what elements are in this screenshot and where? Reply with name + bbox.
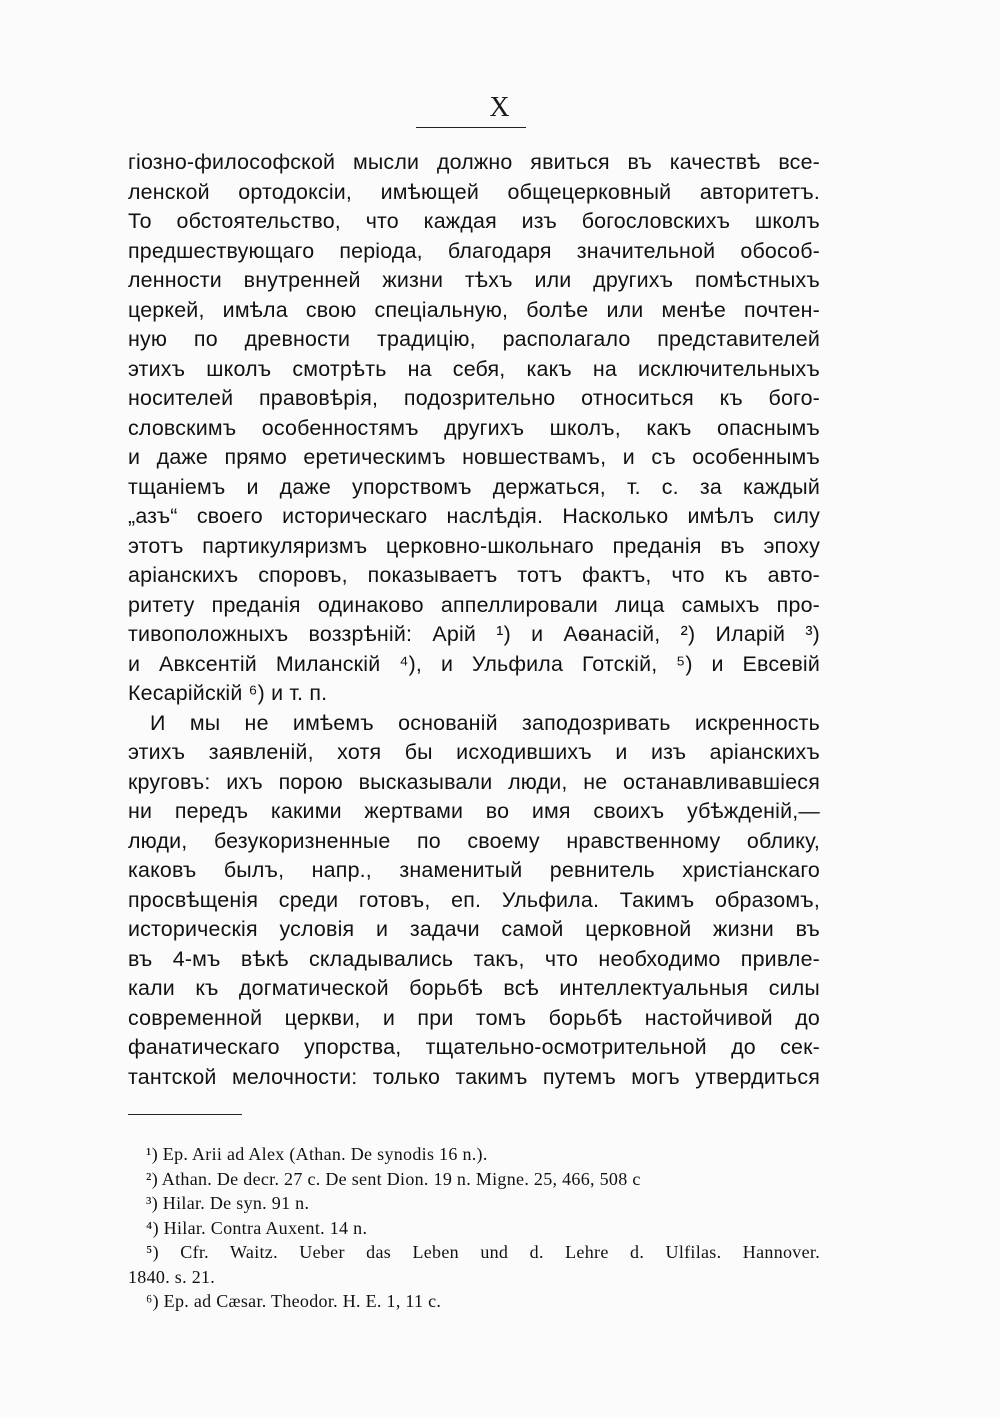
text-line: этихъ школъ смотрѣть на себя, какъ на исключительныхъ	[128, 356, 820, 381]
footnote: ⁵) Cfr. Waitz. Ueber das Leben und d. Lehre d. Ulfilas. Hannover.	[146, 1242, 820, 1262]
text-line: этотъ партикуляризмъ церковно-школьнаго преданія въ эпоху	[128, 533, 820, 558]
text-line: просвѣщенія среди готовъ, еп. Ульфила. Такимъ образомъ,	[128, 887, 820, 912]
text-line: тщаніемъ и даже упорствомъ держаться, т. с. за каждый	[128, 474, 820, 499]
text-line: этихъ заявленій, хотя бы исходившихъ и изъ аріанскихъ	[128, 740, 820, 764]
footnote: ⁴) Hilar. Contra Auxent. 14 n.	[146, 1217, 368, 1238]
text-line: предшествующаго періода, благодаря значительной обособ-	[128, 238, 820, 263]
text-line: кали къ догматической борьбѣ всѣ интеллектуальныя силы	[128, 976, 820, 1000]
text-line: круговъ: ихъ порою высказывали люди, не останавливавшіеся	[128, 769, 820, 794]
text-line: тивоположныхъ воззрѣній: Арій ¹) и Аѳанасій, ²) Иларій ³)	[128, 622, 820, 646]
text-line: въ 4-мъ вѣкѣ складывались такъ, что необходимо привле-	[128, 946, 820, 971]
body-text	[128, 148, 820, 1092]
text-line: каковъ былъ, напр., знаменитый ревнитель христіанскаго	[128, 858, 820, 882]
text-line: аріанскихъ споровъ, показываетъ тотъ фактъ, что къ авто-	[128, 563, 820, 587]
text-line: и Авксентій Миланскій ⁴), и Ульфила Готскій, ⁵) и Евсевій	[128, 651, 820, 676]
footnote-continuation: 1840. s. 21.	[128, 1266, 216, 1287]
text-line: и даже прямо еретическимъ новшествамъ, и съ особеннымъ	[128, 445, 820, 469]
text-line: ленности внутренней жизни тѣхъ или другихъ помѣстныхъ	[128, 268, 820, 292]
text-line: ленской ортодоксіи, имѣющей общецерковный авторитетъ.	[128, 179, 820, 204]
footnote: ¹) Ep. Arii ad Alex (Athan. De synodis 16 n.).	[146, 1144, 488, 1164]
footnote: ²) Athan. De decr. 27 c. De sent Dion. 19 n. Migne. 25, 466, 508 c	[146, 1168, 641, 1189]
text-line: носителей правовѣрія, подозрительно относиться къ бого-	[128, 386, 820, 410]
text-line: То обстоятельство, что каждая изъ богословскихъ школъ	[128, 209, 820, 233]
text-line: словскимъ особенностямъ другихъ школъ, какъ опаснымъ	[128, 415, 820, 440]
footnotes	[128, 1142, 820, 1314]
footnote: ⁶) Ep. ad Cæsar. Theodor. H. E. 1, 11 c.	[146, 1291, 442, 1311]
page-number: X	[489, 92, 511, 123]
footnote: ³) Hilar. De syn. 91 n.	[146, 1193, 310, 1213]
text-line: церкей, имѣла свою спеціальную, болѣе или менѣе почтен-	[128, 297, 820, 322]
text-line: тантской мелочности: только такимъ путемъ могъ утвердиться	[128, 1064, 820, 1089]
footnote-rule	[128, 1114, 242, 1115]
text-line: И мы не имѣемъ основаній заподозривать искренность	[150, 710, 820, 735]
text-line: ни передъ какими жертвами во имя своихъ убѣжденій,—	[128, 799, 820, 823]
text-line: ную по древности традицію, располагало представителей	[128, 327, 820, 351]
text-line: „азъ“ своего историческаго наслѣдія. Насколько имѣлъ силу	[128, 504, 820, 528]
text-line: фанатическаго упорства, тщательно-осмотрительной до сек-	[128, 1035, 820, 1059]
text-line: историческія условія и задачи самой церковной жизни въ	[128, 917, 820, 941]
text-line: ритету преданія одинаково аппеллировали лица самыхъ про-	[128, 592, 820, 617]
text-line: современной церкви, и при томъ борьбѣ настойчивой до	[128, 1005, 820, 1030]
text-line: люди, безукоризненные по своему нравственному облику,	[128, 828, 820, 853]
text-line: гіозно-философской мысли должно явиться въ качествѣ все-	[128, 150, 820, 174]
text-line: Кесарійскій ⁶) и т. п.	[128, 681, 328, 705]
header-rule	[416, 127, 526, 128]
